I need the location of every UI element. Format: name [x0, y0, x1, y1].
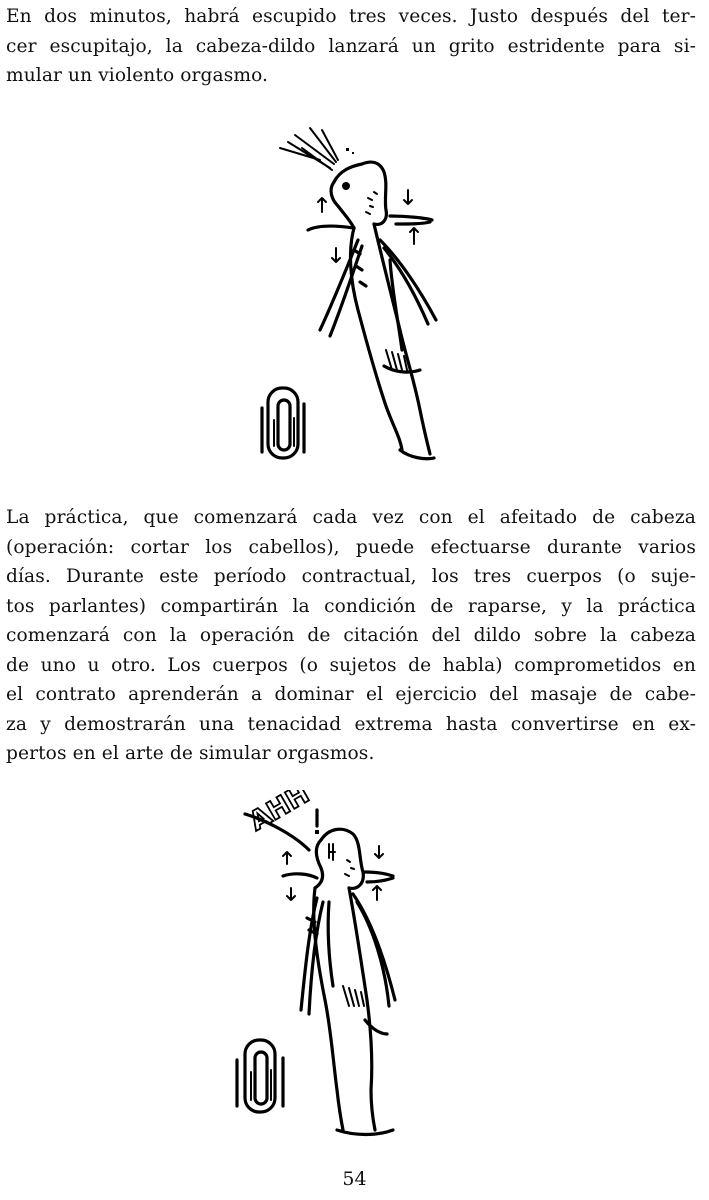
- head: [315, 829, 363, 888]
- text-line: tos parlantes) compartirán la condición de raparse, y la práctica: [6, 595, 696, 617]
- text-line: el contrato aprenderán a dominar el ejercicio del masaje de cabe-: [6, 684, 696, 705]
- text-line: de uno u otro. Los cuerpos (o sujetos de habla) comprometidos en: [6, 654, 696, 676]
- page-number: 54: [342, 1168, 367, 1190]
- dildo-object: [237, 1040, 283, 1112]
- scream-lettering: [244, 790, 319, 850]
- paragraph-2: [6, 503, 696, 769]
- scream-text: AHH: [244, 790, 315, 838]
- text-line: mular un violento orgasmo.: [6, 65, 269, 86]
- illustration-figure-screaming: [225, 790, 425, 1140]
- head: [331, 162, 386, 228]
- text-line: cer escupitajo, la cabeza-dildo lanzará un grito estridente para si-: [6, 35, 696, 57]
- figure-1-drawing: [250, 120, 450, 470]
- text-line: za y demostrarán una tenacidad extrema hasta convertirse en ex-: [6, 713, 696, 735]
- rotation-arrows: [308, 190, 432, 262]
- text-line: pertos en el arte de simular orgasmos.: [6, 743, 375, 764]
- text-line: En dos minutos, habrá escupido tres veces. Justo después del ter-: [6, 6, 696, 27]
- illustration-figure-spitting: [250, 120, 450, 470]
- text-line: La práctica, que comenzará cada vez con el afeitado de cabeza: [6, 507, 696, 528]
- text-line: días. Durante este período contractual, los tres cuerpos (o suje-: [6, 566, 696, 587]
- dildo-object: [262, 388, 304, 458]
- body: [301, 888, 395, 1135]
- text-line: comenzará con la operación de citación del dildo sobre la cabeza: [6, 625, 696, 646]
- paragraph-1: [6, 2, 696, 91]
- rotation-arrows: [283, 846, 393, 900]
- spit-spray-lines: [280, 128, 354, 170]
- figure-2-drawing: [225, 790, 425, 1140]
- text-line: (operación: cortar los cabellos), puede efectuarse durante varios: [6, 536, 696, 558]
